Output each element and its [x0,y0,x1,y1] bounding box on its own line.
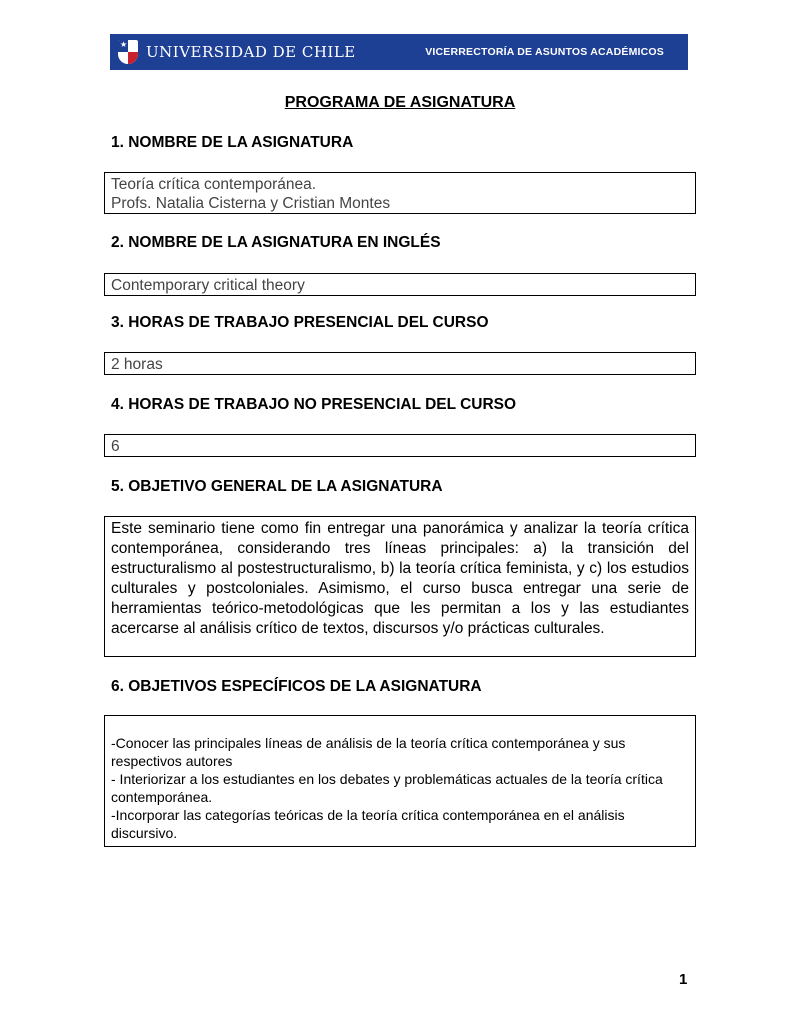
university-name: UNIVERSIDAD DE CHILE [146,43,356,61]
vicerrectoria-label: VICERRECTORÍA DE ASUNTOS ACADÉMICOS [425,46,664,58]
section-5-heading: 5. OBJETIVO GENERAL DE LA ASIGNATURA [111,478,443,495]
course-name-english: Contemporary critical theory [111,277,305,294]
presential-hours: 2 horas [111,356,163,373]
non-presential-hours: 6 [111,438,120,455]
page-number: 1 [679,971,688,988]
course-name: Teoría crítica contemporánea. [111,176,317,193]
header-banner [110,34,688,70]
general-objective-text: Este seminario tiene como fin entregar una panorámica y analizar la teoría crítica contemporánea, considerando tres líneas principales: a) la transición del estructuralismo al postestructuralismo, b) la teoría crítica feminista, y c) los estudios culturales y postcoloniales. Asimismo, el curso busca entregar una serie de herramientas teórico-metodológicas que les permitan a los y las estudiantes acercarse al análisis crítico de textos, discursos y/o prácticas culturales. [111,520,689,637]
section-2-heading: 2. NOMBRE DE LA ASIGNATURA EN INGLÉS [111,234,441,251]
section-4-heading: 4. HORAS DE TRABAJO NO PRESENCIAL DEL CURSO [111,396,517,413]
section-6-heading: 6. OBJETIVOS ESPECÍFICOS DE LA ASIGNATURA [111,678,482,695]
section-1-box [104,172,696,214]
section-4-box [104,434,696,457]
section-1-heading: 1. NOMBRE DE LA ASIGNATURA [111,134,354,151]
section-5-box [104,516,696,657]
specific-objective-2: - Interiorizar a los estudiantes en los debates y problemáticas actuales de la teoría crítica contemporánea. [111,771,663,805]
section-2-box [104,273,696,296]
document-title: PROGRAMA DE ASIGNATURA [284,94,516,111]
section-6-box [104,715,696,847]
specific-objective-1: -Conocer las principales líneas de análisis de la teoría crítica contemporánea y sus respectivos autores [111,735,626,769]
university-shield-icon: ★ [118,38,138,66]
section-3-heading: 3. HORAS DE TRABAJO PRESENCIAL DEL CURSO [111,314,489,331]
specific-objective-3: -Incorporar las categorías teóricas de la teoría crítica contemporánea en el análisis discursivo. [111,807,625,841]
course-professors: Profs. Natalia Cisterna y Cristian Montes [111,195,391,212]
section-3-box [104,352,696,375]
university-brand [118,38,356,66]
